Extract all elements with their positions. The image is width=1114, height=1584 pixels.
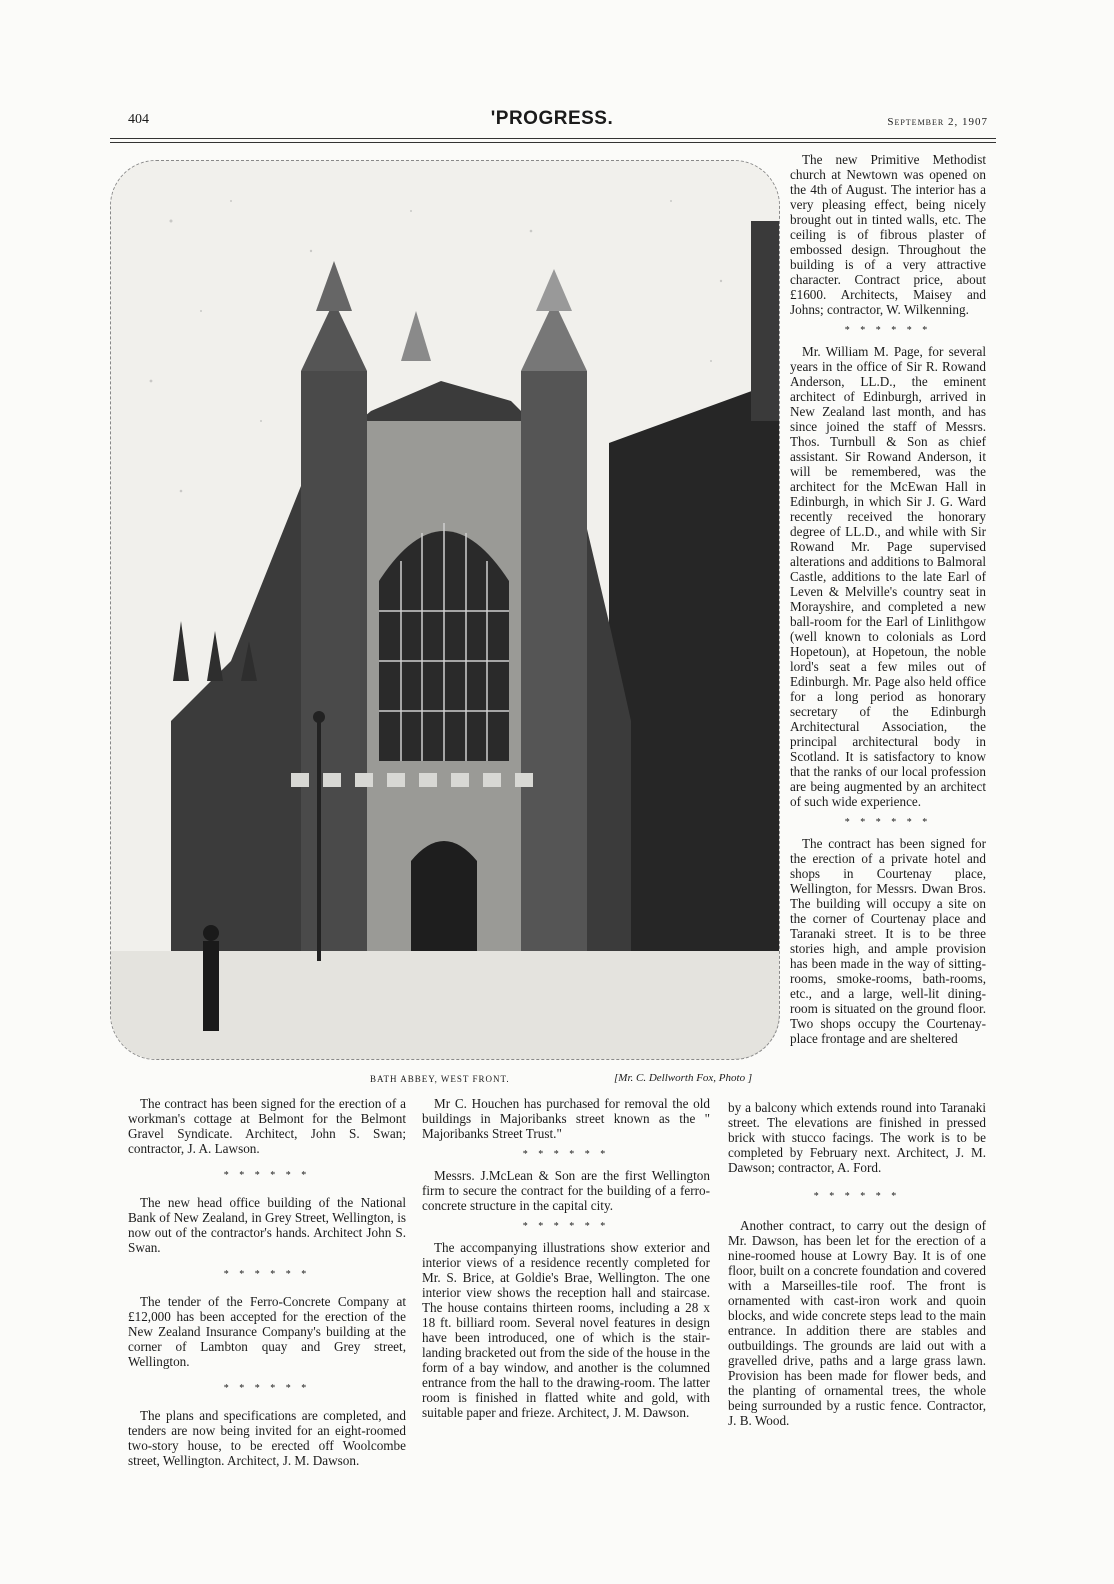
issue-date: September 2, 1907	[887, 116, 988, 128]
column-3-lower	[728, 1100, 986, 1428]
article-houchen-purchase: Mr C. Houchen has purchased for removal the old buildings in Majoribanks street known as the " Majoribanks Street Trust."	[422, 1096, 710, 1141]
column-1	[128, 1096, 406, 1468]
page-number: 404	[128, 112, 149, 127]
article-william-page: Mr. William M. Page, for several years in the office of Sir R. Rowand Anderson, LL.D., the eminent architect of Edinburgh, arrived in New Zealand last month, and has since joined the staff of Messrs. Thos. Turnbull & Son as chief assistant. Sir Rowand Anderson, it will be remembered, was the architect for the McEwan Hall in Edinburgh, in which Sir J. G. Ward recently received the honorary degree of LL.D., and while with Sir Rowand Mr. Page supervised alterations and additions to Balmoral Castle, additions to the late Earl of Leven & Melville's country seat in Morayshire, and completed a new ball-room for the Earl of Linlithgow (well known to colonials as Lord Hopetoun), at Hopetoun, the noble lord's seat a few miles out of Edinburgh. Mr. Page also held office for a long period as honorary secretary of the Edinburgh Architectural Association, the principal architectural body in Scotland. It is satisfactory to know that the ranks of our local profession are being augmented by an architect of such wide experience.	[790, 344, 986, 809]
publication-title: 'PROGRESS.	[490, 108, 614, 129]
article-brice-residence: The accompanying illustrations show exterior and interior views of a residence recently completed for Mr. S. Brice, at Goldie's Brae, Wellington. The one interior view shows the reception hall and staircase. The house contains thirteen rooms, including a 28 x 18 ft. billiard room. Several novel features in design have been introduced, one of which is the stair-landing bracketed out from the side of the house in the form of a bay window, and another is the columned entrance from the hall to the drawing-room. The latter room is finished in flatted white and gold, with suitable paper and frieze. Architect, J. M. Dawson.	[422, 1240, 710, 1420]
header-rule-secondary	[110, 142, 996, 143]
right-column	[790, 152, 986, 1046]
article-courtenay-hotel: The contract has been signed for the erection of a private hotel and shops in Courtenay place, Wellington, for Messrs. Dwan Bros. The building will occupy a site on the corner of Courtenay place and Taranaki street. It is to be three stories high, and ample provision has been made in the way of sitting-rooms, smoke-rooms, bath-rooms, etc., and a large, well-lit dining-room is situated on the ground floor. Two shops occupy the Courtenay-place frontage and are sheltered	[790, 836, 986, 1046]
article-national-bank: The new head office building of the National Bank of New Zealand, in Grey Street, Wellington, is now out of the contractor's hands. Architect John S. Swan.	[128, 1195, 406, 1255]
separator-stars: * * * * * *	[522, 1149, 610, 1160]
article-newtown-church: The new Primitive Methodist church at Newtown was opened on the 4th of August. The interior has a very pleasing effect, being nicely brought out in tinted walls, etc. The ceiling is of fibrous plaster of embossed design. Throughout the building is of a very attractive character. Contract price, about £1600. Architects, Maisey and Johns; contractor, W. Wilkenning.	[790, 152, 986, 317]
separator-stars: * * * * * *	[813, 1191, 901, 1202]
separator-stars: * * * * * *	[223, 1383, 311, 1394]
article-belmont-cottage: The contract has been signed for the erection of a workman's cottage at Belmont for the Belmont Gravel Syndicate. Architect, John S. Swan; contractor, J. A. Lawson.	[128, 1096, 406, 1156]
separator-stars: * * * * * *	[844, 817, 932, 828]
column-2	[422, 1096, 710, 1420]
bath-abbey-photo	[110, 160, 780, 1060]
photo-caption: BATH ABBEY, WEST FRONT.	[370, 1074, 510, 1084]
article-ferro-concrete-tender: The tender of the Ferro-Concrete Company at £12,000 has been accepted for the erection of the New Zealand Insurance Company's building at the corner of Lambton quay and Grey street, Wellington.	[128, 1294, 406, 1369]
article-courtenay-hotel-continued: by a balcony which extends round into Taranaki street. The elevations are finished in pressed brick with stucco facings. The work is to be completed by February next. Architect, J. M. Dawson; contractor, A. Ford.	[728, 1100, 986, 1175]
article-lowry-bay-house: Another contract, to carry out the design of Mr. Dawson, has been let for the erection of a nine-roomed house at Lowry Bay. It is of one floor, built on a concrete foundation and covered with a Marseilles-tile roof. The front is ornamented with cast-iron work and quoin blocks, and wide concrete steps lead to the main entrance. In addition there are stables and outbuildings. The grounds are laid out with a gravelled drive, paths and a large grass lawn. Provision has been made for flower beds, and the planting of ornamental trees, the whole being surrounded by a rustic fence. Contractor, J. B. Wood.	[728, 1218, 986, 1428]
header-rule	[110, 138, 996, 139]
article-woolcombe-house: The plans and specifications are completed, and tenders are now being invited for an eight-roomed two-story house, to be erected off Woolcombe street, Wellington. Architect, J. M. Dawson.	[128, 1408, 406, 1468]
separator-stars: * * * * * *	[844, 325, 932, 336]
separator-stars: * * * * * *	[223, 1269, 311, 1280]
separator-stars: * * * * * *	[223, 1170, 311, 1181]
separator-stars: * * * * * *	[522, 1221, 610, 1232]
photo-credit: [Mr. C. Dellworth Fox, Photo ]	[614, 1072, 753, 1084]
article-mclean-contract: Messrs. J.McLean & Son are the first Wellington firm to secure the contract for the building of a ferro-concrete structure in the capital city.	[422, 1168, 710, 1213]
